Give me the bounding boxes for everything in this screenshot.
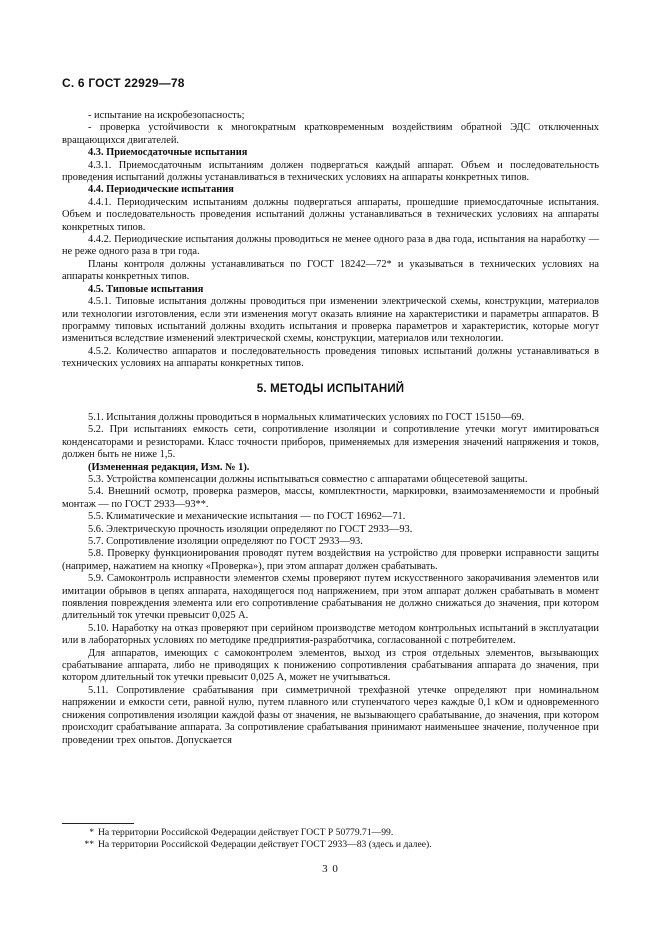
page-number: 3 0: [322, 863, 339, 875]
paragraph: 4.5.1. Типовые испытания должны проводиться при изменении электрической схемы, конструкции, материалов или технологии изготовления, если эти изменения могут оказать влияние на характеристики и параметры аппаратов. В программу типовых испытаний должны входить испытания и проверка параметров и характеристик, которые могут измениться вследствие изменений электрической схемы, конструкции, материалов или технологии.: [62, 296, 599, 345]
paragraph: 5.3. Устройства компенсации должны испытываться совместно с аппаратами общесетевой защиты.: [88, 473, 528, 485]
footnote-mark: *: [89, 827, 94, 838]
footnote: [62, 827, 599, 838]
paragraph: 4.3.1. Приемосдаточным испытаниям должен подвергаться каждый аппарат. Объем и последовательность проведения испытаний должны устанавливаться в технических условиях на аппараты конкретных типов.: [62, 159, 599, 184]
paragraph: 5.1. Испытания должны проводиться в нормальных климатических условиях по ГОСТ 15150—69.: [88, 411, 525, 423]
paragraph: 4.4.1. Периодическим испытаниям должны подвергаться аппараты, прошедшие приемосдаточные испытания. Объем и последовательность проведения испытаний должны устанавливаться в технических условиях на аппараты конкретных типов.: [62, 196, 599, 233]
paragraph: Планы контроля должны устанавливаться по ГОСТ 18242—72* и указываться в технических условиях на аппараты конкретных типов.: [62, 258, 599, 283]
paragraph: 5.8. Проверку функционирования проводят путем воздействия на устройство для проверки исправности защиты (например, нажатием на кнопку «Проверка»), при этом аппарат должен срабатывать.: [62, 548, 599, 572]
footnote: [62, 839, 599, 850]
footnote-text: На территории Российской Федерации действует ГОСТ 2933—83 (здесь и далее).: [98, 839, 432, 850]
footnote-text: На территории Российской Федерации действует ГОСТ Р 50779.71—99.: [98, 827, 394, 838]
document-body: [62, 110, 599, 747]
paragraph: 4.5.2. Количество аппаратов и последовательность проведения типовых испытаний должны устанавливаться в технических условиях на аппараты конкретных типов.: [62, 345, 599, 370]
section-heading: 4.5. Типовые испытания: [88, 283, 204, 295]
paragraph: 5.5. Климатические и механические испытания — по ГОСТ 16962—71.: [88, 511, 406, 523]
paragraph: 5.4. Внешний осмотр, проверка размеров, массы, комплектности, маркировки, взаимозаменяемости и пробный монтаж — по ГОСТ 2933—93**.: [62, 486, 599, 510]
chapter-title: 5. МЕТОДЫ ИСПЫТАНИЙ: [256, 382, 405, 395]
amendment-note: (Измененная редакция, Изм. № 1).: [88, 461, 250, 473]
paragraph: 5.11. Сопротивление срабатывания при симметричной трехфазной утечке определяют при номинальном напряжении и емкости сети, равной нулю, путем плавного или ступенчатого через каждые 0,1 кОм и одновременного снижения сопротивления изоляции каждой фазы от значения, не вызывающего срабатывание, до значения, при котором происходит срабатывание аппарата. За сопротивление срабатывания принимают наименьшее значение, полученное при проведении трех опытов. Допускается: [62, 684, 599, 746]
footnote-mark: **: [84, 839, 94, 850]
page-header: С. 6 ГОСТ 22929—78: [62, 76, 185, 90]
section-heading: 4.3. Приемосдаточные испытания: [88, 147, 248, 159]
paragraph: 5.9. Самоконтроль исправности элементов схемы проверяют путем искусственного закорачивания элементов или имитации обрывов в цепях аппарата, находящегося под напряжением, при этом аппарат должен срабатывать в момент появления повреждения элемента или его сопротивление срабатывания не должно снижаться до значения, при котором длительный ток утечки превысит 0,025 А.: [62, 573, 599, 622]
paragraph: 5.7. Сопротивление изоляции определяют по ГОСТ 2933—93.: [88, 536, 363, 547]
paragraph: 5.6. Электрическую прочность изоляции определяют по ГОСТ 2933—93.: [88, 523, 413, 535]
footnote-divider: [62, 823, 134, 824]
paragraph: 5.2. При испытаниях емкость сети, сопротивление изоляции и сопротивление утечки могут имитироваться конденсаторами и резисторами. Класс точности приборов, применяемых для измерения значений напряжения и токов, должен быть не ниже 1,5.: [62, 424, 599, 461]
paragraph: Для аппаратов, имеющих с самоконтролем элементов, выход из строя отдельных элементов, вызывающих срабатывание аппарата, либо не приводящих к понижению сопротивления срабатывания аппарата до значения, при котором длительный ток утечки превысит 0,025 А, может не учитываться.: [62, 647, 599, 684]
paragraph: 5.10. Наработку на отказ проверяют при серийном производстве методом контрольных испытаний в эксплуатации или в лабораторных условиях по методике предприятия-разработчика, согласованной с потребителем.: [62, 622, 599, 647]
list-item: - проверка устойчивости к многократным кратковременным воздействиям обратной ЭДС отключенных вращающихся двигателей.: [62, 122, 599, 146]
section-heading: 4.4. Периодические испытания: [88, 184, 234, 196]
list-item: - испытание на искробезопасность;: [88, 110, 245, 121]
paragraph: 4.4.2. Периодические испытания должны проводиться не менее одного раза в два года, испытания на наработку — не реже одного раза в три года.: [62, 234, 599, 258]
